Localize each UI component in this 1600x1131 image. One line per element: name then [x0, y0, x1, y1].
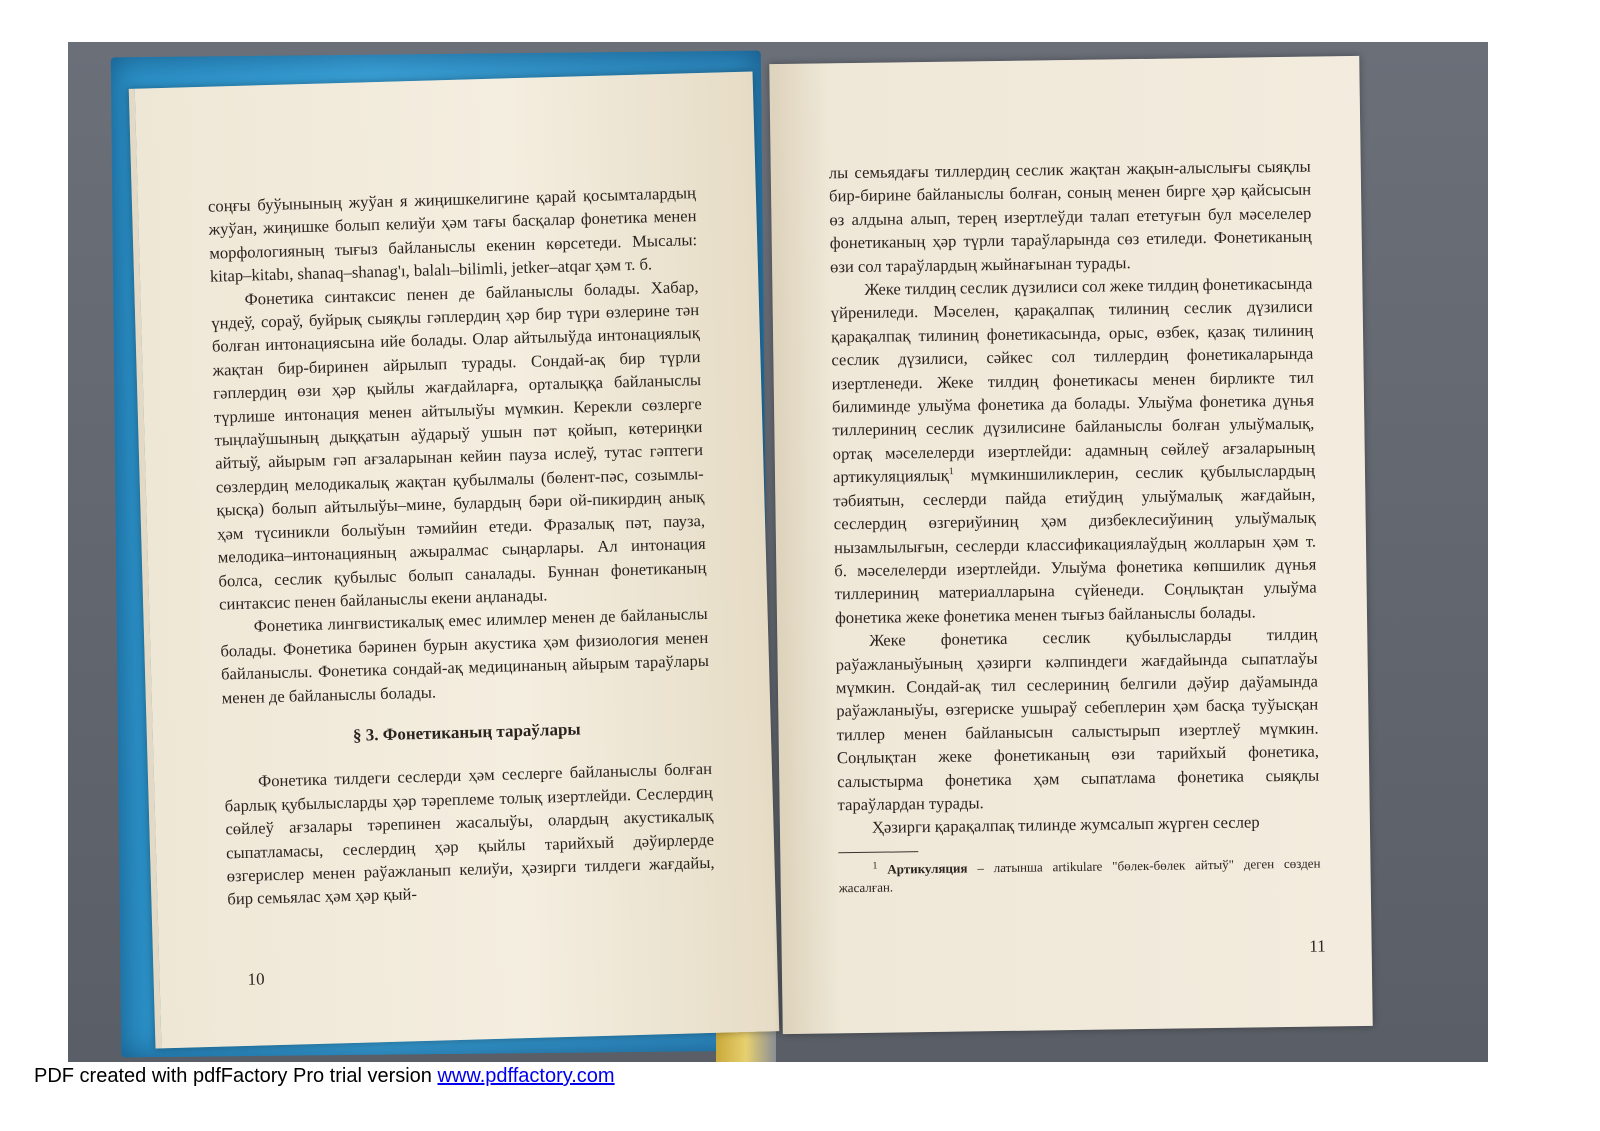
- left-page-text: [208, 181, 716, 911]
- section-heading: § 3. Фонетиканың тараўлары: [352, 719, 581, 745]
- pdf-footer: [34, 1065, 615, 1088]
- footnote-term: Артикуляция: [887, 860, 968, 877]
- footnote-number: 1: [872, 860, 878, 872]
- footnote-marker: 1: [948, 466, 954, 478]
- left-page: [129, 71, 780, 1048]
- left-paragraph-1: соңғы буўынының жуўан я жиңишкелигине қарай қосымталардың жуўан, жиңишке болып келиўи ҳәм тағы басқалар фонетика менен морфологияның тығыз байланыслы екенин көрсетеди. Мысалы: kitap–kitabı, shanaq–shanag'ı, balalı–bilimli, jetker–atqar ҳәм т. б.: [207, 183, 698, 286]
- right-page-number: 11: [1309, 936, 1326, 956]
- footnote-divider: [838, 851, 918, 853]
- left-paragraph-2: Фонетика синтаксис пенен де байланыслы болады. Хабар, үндеў, сораў, буйрық сыяқлы гәплердиң ҳәр бир түри өзлерине тән болған интонациясына ийе болады. Олар айтылыўда интонациялық жақтан бир-биринен айрылып турады. Сондай-ақ бир түрли гәплердиң өзи ҳәр қыйлы жағдайларға, орталыққа байланыслы түрлише интонация менен айтылыўы мүмкин. Керекли сөзлерге тыңлаўшының дыққатын аўдарыў ушын пәт қойып, көтериңки айтыў, айырым гәп ағзаларынан кейин пауза ислеў, тутас гәптеги сөзлердиң мелодикалық жақтан қубылмалы (бөлент-пәс, созымлы-қысқа) болып айтылыўы–мине, булардың бәри ой-пикирдиң анық ҳәм түсиникли болыўын тәмийин етеди. Фразалық пәт, пауза, мелодика–интонацияның ажыралмас сыңарлары. Ал интонация болса, сеслик қубылыс болып саналады. Буннан фонетиканың синтаксис пенен байланыслы екени аңланады.: [211, 276, 707, 614]
- right-page-text: [829, 155, 1321, 897]
- scanned-book-spread: [68, 42, 1488, 1062]
- left-paragraph-4: Фонетика тилдеги сеслерди ҳәм сеслерге байланыслы болған барлық қубылысларды ҳәр тәреплеме толық изертлейди. Сеслердиң сөйлеў ағзалары тәрепинен жасалыўы, олардың акустикалық сыпатламасы, сеслердиң ҳәр қыйлы тарийхый дәўирлерде өзгерислер менен раўажланып келиўи, ҳәзирги тилдеги жағдайы, бир семьялас ҳәм ҳәр қый-: [224, 759, 715, 909]
- right-paragraph-2: [830, 272, 1317, 630]
- left-paragraph-3: Фонетика лингвистикалық емес илимлер менен де байланыслы болады. Фонетика бәринен бурын акустика ҳәм физиология менен байланыслы. Фонетика сондай-ақ медицинаның айырым тараўлары менен де байланыслы болады.: [220, 604, 710, 708]
- right-paragraph-3: Жеке фонетика сеслик қубылысларды тилдиң раўажланыўының ҳәзирги кәлпиндеги жағдайында сыпатлаўы мүмкин. Сондай-ақ тил сеслериниң белгили дәўир даўамында раўажланыўы, өзгериске ушыраў себеплерин ҳәм басқа туўысқан тиллер менен байланысын салыстырып изертлеў мүмкин. Соңлықтан жеке фонетиканың өзи тарийхый фонетика, салыстырма фонетика ҳәм сыпатлама фонетика сыяқлы тараўлардан турады.: [835, 624, 1320, 815]
- right-paragraph-2-end: мүмкиншиликлерин, сеслик қубылыслардың тәбиятын, сеслерди пайда етиўдиң улыўмалық жағдайын, сеслердиң өзгериўиниң ҳәм дизбеклесиўиниң улыўмалық нызамлылығын, сеслерди классификациялаўдың жолларын ҳәм т. б. мәселелерди изертлейди. Улыўма фонетика көпшилик дүнья тиллериниң материалларына сүйенеди. Соңлықтан улыўма фонетика жеке фонетика менен тығыз байланыслы болады.: [833, 460, 1317, 628]
- left-page-number: 10: [247, 969, 265, 989]
- footnote: [838, 854, 1320, 897]
- right-paragraph-1: лы семьядағы тиллердиң сеслик жақтан жақын-алыслығы сыяқлы бир-бирине байланыслы болған, соның менен бирге ҳәр қайсысын өз алдына алып, терең изертлеўди талап ететуғын бул мәселелер фонетиканың ҳәр түрли тараўларында сөз етиледи. Фонетиканың өзи сол тараўлардың жыйнағынан турады.: [828, 156, 1312, 276]
- right-page: [769, 56, 1372, 1034]
- footnote-text: – латынша artikulare "бөлек-бөлек айтыў" деген сөзден жасалған.: [838, 855, 1321, 896]
- right-paragraph-2-start: Жеке тилдиң сеслик дүзилиси сол жеке тилдиң фонетикасында үйрениледи. Мәселен, қарақалпақ тилиниң сеслик дүзилиси қарақалпақ тилиниң фонетикасында, орыс, өзбек, қазақ тилиниң сеслик дүзилиси, сәйкес сол тиллердиң фонетикаларында изертленеди. Жеке тилдиң фонетикасы менен бирликте тил билиминде улыўма фонетика да болады. Улыўма фонетика дүнья тиллериниң сеслик дүзилисине байланыслы болған улыўмалық, ортақ мәселелерди изертлейди: адамның сөйлеў ағзаларының артикуляциялық: [830, 273, 1315, 487]
- footer-text: PDF created with pdfFactory Pro trial version: [34, 1065, 438, 1087]
- footer-link[interactable]: www.pdffactory.com: [437, 1065, 615, 1087]
- right-paragraph-4: Ҳәзирги қарақалпақ тилинде жумсалып жүрген сеслер: [871, 812, 1260, 838]
